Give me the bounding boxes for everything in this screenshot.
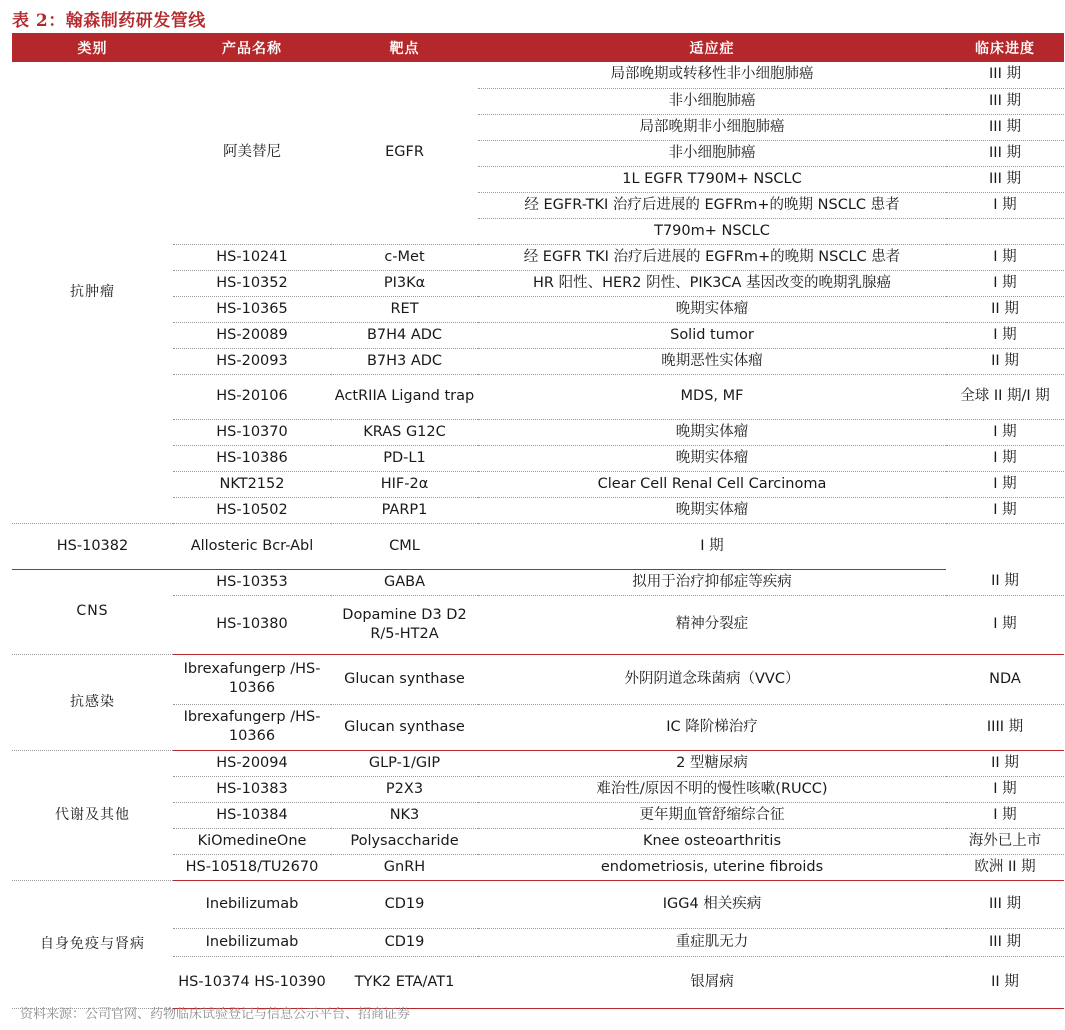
phase-cell: II 期 [946,956,1064,1008]
target-cell: TYK2 ETA/AT1 [331,956,478,1008]
target-cell: GABA [331,569,478,595]
product-cell: HS-10384 [173,802,331,828]
indication-cell: HR 阳性、HER2 阴性、PIK3CA 基因改变的晚期乳腺癌 [478,270,946,296]
indication-cell: 更年期血管舒缩综合征 [478,802,946,828]
phase-cell: I 期 [946,244,1064,270]
phase-cell: II 期 [946,296,1064,322]
indication-cell: 晚期实体瘤 [478,445,946,471]
indication-cell: 非小细胞肺癌 [478,140,946,166]
target-cell: PD-L1 [331,445,478,471]
target-cell: Polysaccharide [331,828,478,854]
target-cell: Glucan synthase [331,704,478,750]
table-row [12,880,1064,928]
product-cell: HS-20106 [173,374,331,419]
product-cell: HS-10370 [173,419,331,445]
table-row [12,523,1064,569]
indication-cell: 经 EGFR TKI 治疗后进展的 EGFRm+的晚期 NSCLC 患者 [478,244,946,270]
indication-cell: Knee osteoarthritis [478,828,946,854]
target-cell: Dopamine D3 D2 R/5-HT2A [331,595,478,654]
phase-cell: 全球 II 期/I 期 [946,374,1064,419]
phase-cell: II 期 [946,750,1064,776]
phase-cell: III 期 [946,928,1064,956]
product-cell: HS-10352 [173,270,331,296]
indication-cell: IC 降阶梯治疗 [478,704,946,750]
phase-cell [946,218,1064,244]
target-cell: CD19 [331,880,478,928]
indication-cell: 银屑病 [478,956,946,1008]
phase-cell: I 期 [946,322,1064,348]
phase-cell: IIII 期 [946,704,1064,750]
indication-cell: 晚期实体瘤 [478,419,946,445]
target-cell: NK3 [331,802,478,828]
target-cell: ActRIIA Ligand trap [331,374,478,419]
indication-cell: 难治性/原因不明的慢性咳嗽(RUCC) [478,776,946,802]
header-row [12,33,1064,62]
target-cell: P2X3 [331,776,478,802]
phase-cell: NDA [946,654,1064,704]
product-cell: Ibrexafungerp /HS-10366 [173,654,331,704]
indication-cell: 1L EGFR T790M+ NSCLC [478,166,946,192]
phase-cell: I 期 [946,595,1064,654]
product-cell: KiOmedineOne [173,828,331,854]
indication-cell: 局部晚期非小细胞肺癌 [478,114,946,140]
product-cell: HS-10383 [173,776,331,802]
phase-cell: III 期 [946,880,1064,928]
product-cell: HS-10365 [173,296,331,322]
target-cell: Allosteric Bcr-Abl [173,523,331,569]
product-cell: Inebilizumab [173,880,331,928]
target-cell: GLP-1/GIP [331,750,478,776]
header-product: 产品名称 [173,33,331,62]
phase-cell: I 期 [946,270,1064,296]
target-cell: c-Met [331,244,478,270]
table-row [12,569,1064,595]
header-category: 类别 [12,33,173,62]
product-cell: HS-10502 [173,497,331,523]
phase-cell: I 期 [946,776,1064,802]
table-title: 表 2：翰森制药研发管线 [12,11,206,31]
target-cell: HIF-2α [331,471,478,497]
product-cell: HS-10518/TU2670 [173,854,331,880]
phase-cell: I 期 [478,523,946,569]
phase-cell: II 期 [946,348,1064,374]
pipeline-table [12,33,1064,1009]
indication-cell: 晚期实体瘤 [478,497,946,523]
indication-cell: 局部晚期或转移性非小细胞肺癌 [478,62,946,88]
indication-cell: 非小细胞肺癌 [478,88,946,114]
category-cns: CNS [12,569,173,654]
indication-cell: Clear Cell Renal Cell Carcinoma [478,471,946,497]
target-cell: Glucan synthase [331,654,478,704]
phase-cell: I 期 [946,497,1064,523]
product-cell: 阿美替尼 [173,62,331,244]
target-cell: EGFR [331,62,478,244]
category-anti-infection: 抗感染 [12,654,173,750]
product-cell: HS-20093 [173,348,331,374]
phase-cell: III 期 [946,114,1064,140]
indication-cell: Solid tumor [478,322,946,348]
category-oncology: 抗肿瘤 [12,62,173,523]
phase-cell: I 期 [946,419,1064,445]
indication-cell: 拟用于治疗抑郁症等疾病 [478,569,946,595]
header-phase: 临床进度 [946,33,1064,62]
product-cell: HS-10374 HS-10390 [173,956,331,1008]
target-cell: CD19 [331,928,478,956]
target-cell: GnRH [331,854,478,880]
table-row [12,62,1064,88]
product-cell: HS-10382 [12,523,173,569]
target-cell: B7H3 ADC [331,348,478,374]
indication-cell: 晚期实体瘤 [478,296,946,322]
phase-cell: I 期 [946,471,1064,497]
phase-cell: 海外已上市 [946,828,1064,854]
target-cell: PI3Kα [331,270,478,296]
product-cell: NKT2152 [173,471,331,497]
target-cell: RET [331,296,478,322]
product-cell: HS-20089 [173,322,331,348]
product-cell: HS-10353 [173,569,331,595]
indication-cell: 精神分裂症 [478,595,946,654]
phase-cell: III 期 [946,140,1064,166]
indication-cell: 外阴阴道念珠菌病（VVC） [478,654,946,704]
table-row [12,750,1064,776]
category-autoimmune: 自身免疫与肾病 [12,880,173,1008]
phase-cell: II 期 [946,569,1064,595]
source-note: 资料来源：公司官网、药物临床试验登记与信息公示平台、招商证券 [20,1007,411,1022]
indication-cell: MDS, MF [478,374,946,419]
indication-cell: 2 型糖尿病 [478,750,946,776]
product-cell: HS-10380 [173,595,331,654]
phase-cell: I 期 [946,192,1064,218]
product-cell: HS-20094 [173,750,331,776]
phase-cell: III 期 [946,62,1064,88]
target-cell: B7H4 ADC [331,322,478,348]
target-cell: KRAS G12C [331,419,478,445]
product-cell: Inebilizumab [173,928,331,956]
target-cell: PARP1 [331,497,478,523]
header-target: 靶点 [331,33,478,62]
header-indication: 适应症 [478,33,946,62]
product-cell: HS-10241 [173,244,331,270]
phase-cell: 欧洲 II 期 [946,854,1064,880]
indication-cell: IGG4 相关疾病 [478,880,946,928]
category-metabolic: 代谢及其他 [12,750,173,880]
table-row [12,654,1064,704]
indication-cell: 重症肌无力 [478,928,946,956]
phase-cell: I 期 [946,445,1064,471]
phase-cell: I 期 [946,802,1064,828]
product-cell: Ibrexafungerp /HS-10366 [173,704,331,750]
phase-cell: III 期 [946,88,1064,114]
indication-cell: 经 EGFR-TKI 治疗后进展的 EGFRm+的晚期 NSCLC 患者 [478,192,946,218]
indication-cell: endometriosis, uterine fibroids [478,854,946,880]
indication-cell: T790m+ NSCLC [478,218,946,244]
product-cell: HS-10386 [173,445,331,471]
indication-cell: 晚期恶性实体瘤 [478,348,946,374]
indication-cell: CML [331,523,478,569]
phase-cell: III 期 [946,166,1064,192]
